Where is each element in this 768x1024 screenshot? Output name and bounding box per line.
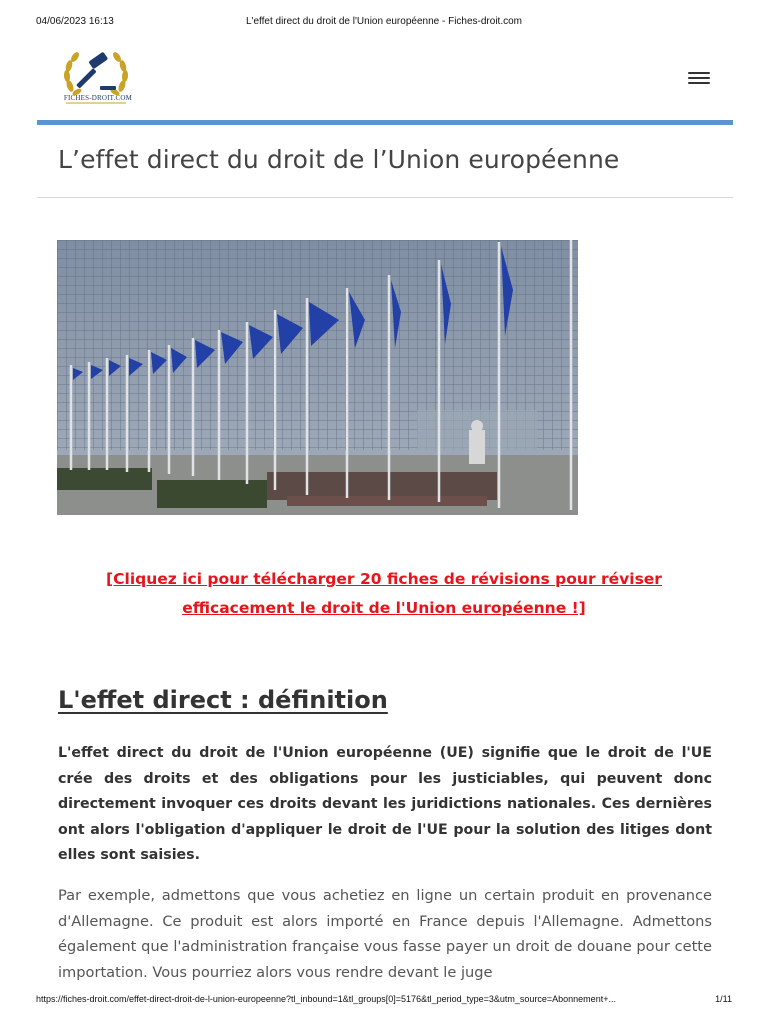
example-paragraph: Par exemple, admettons que vous achetiez en ligne un certain produit en provenance d'Allemagne. Ce produit est alors importé en France depuis l'Allemagne. Admettons également que l'administration française vous fasse payer un droit de douane pour cette importation. Vous pourriez alors vous rendre devant le juge (58, 887, 712, 981)
print-header (36, 16, 732, 30)
print-footer (36, 994, 732, 1008)
print-page-number: 1/11 (715, 994, 732, 1004)
gavel-laurel-icon[interactable] (56, 46, 136, 112)
logo-text: FICHES-DROIT.COM (63, 94, 133, 102)
article-title: L’effet direct du droit de l’Union européenne (58, 145, 620, 174)
print-url: https://fiches-droit.com/effet-direct-droit-de-l-union-europeenne?tl_inbound=1&tl_groups[0]=5176&tl_period_type=3&utm_source=Abonnement+... (36, 994, 616, 1004)
hamburger-menu-icon[interactable] (688, 70, 710, 86)
download-cta-link[interactable] (58, 565, 710, 623)
title-box (37, 125, 733, 198)
print-page-title: L'effet direct du droit de l'Union européenne - Fiches-droit.com (245, 16, 522, 27)
cta-line-1[interactable]: [Cliquez ici pour télécharger 20 fiches de révisions pour réviser (106, 570, 662, 588)
site-header (36, 42, 732, 120)
definition-paragraph: L'effet direct du droit de l'Union européenne (UE) signifie que le droit de l'UE crée des droits et des obligations pour les justiciables, qui peuvent donc directement invoquer ces droits devant les juridictions nationales. Ces dernières ont alors l'obligation d'appliquer le droit de l'UE pour la solution des litiges dont elles sont saisies. (58, 745, 712, 863)
eu-flags-building-image (57, 240, 578, 515)
section-heading: L'effet direct : définition (58, 686, 388, 714)
cta-line-2[interactable]: efficacement le droit de l'Union européenne !] (182, 599, 586, 617)
print-datetime: 04/06/2023 16:13 (36, 16, 114, 27)
